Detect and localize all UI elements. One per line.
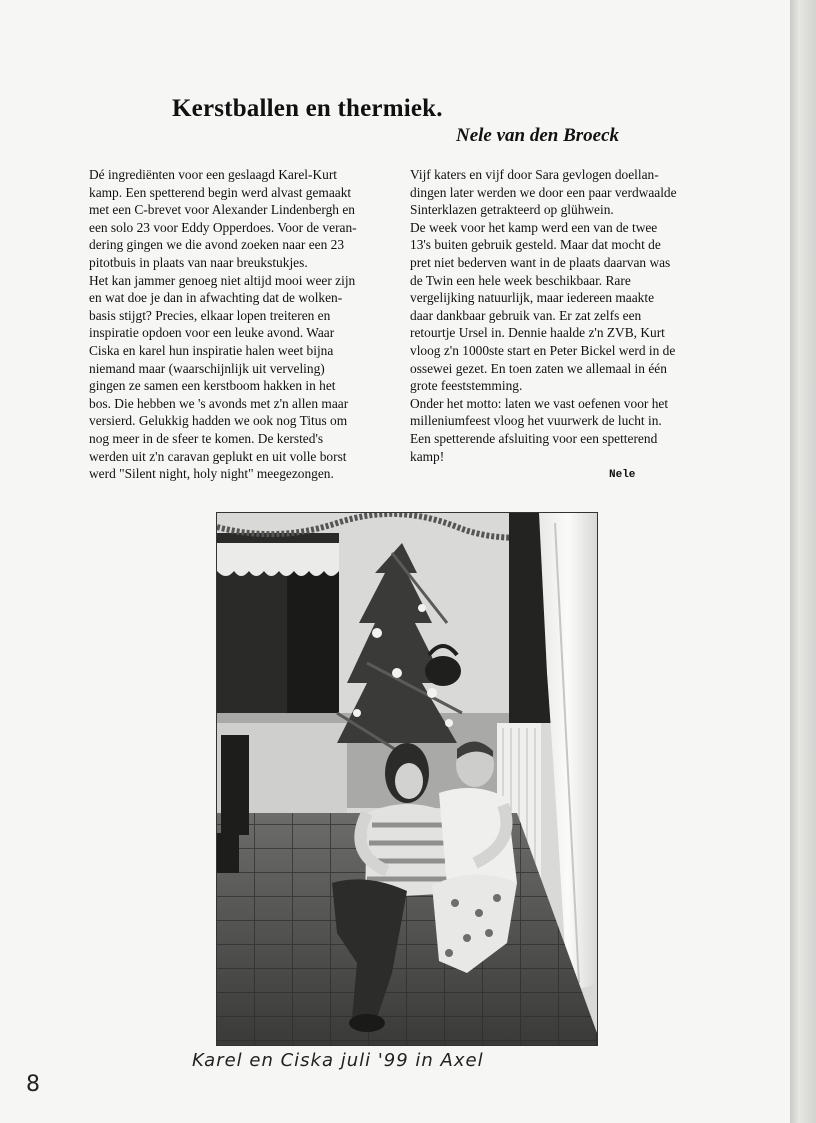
text-line: dingen later werden we door een paar verdwaalde [410, 184, 677, 200]
page-edge-shadow [790, 0, 816, 1123]
text-line: pitotbuis in plaats van naar breukstukjes. [89, 254, 308, 270]
text-line: Het kan jammer genoeg niet altijd mooi weer zijn [89, 272, 356, 288]
text-line: grote feeststemming. [410, 378, 523, 394]
text-line: met een C-brevet voor Alexander Lindenbergh en [89, 202, 355, 218]
text-line: Vijf katers en vijf door Sara gevlogen doellan- [410, 167, 659, 182]
article-title: Kerstballen en thermiek. [172, 95, 443, 122]
text-line: pret niet bederven want in de plaats daarvan was [410, 254, 671, 270]
text-line: Ciska en karel hun inspiratie halen weet bijna [89, 342, 334, 358]
text-line: daar dankbaar gebruik van. Er zat zelfs een [410, 307, 642, 323]
text-line: vloog z'n 1000ste start en Peter Bickel werd in de [410, 342, 676, 358]
text-line: Onder het motto: laten we vast oefenen voor het [410, 395, 669, 411]
text-line: niemand maar (waarschijnlijk uit verveling) [89, 360, 325, 376]
article-photo [216, 512, 598, 1046]
text-line: milleniumfeest vloog het vuurwerk de lucht in. [410, 413, 662, 429]
text-line: versierd. Gelukkig hadden we ook nog Titus om [89, 413, 348, 429]
text-line: Een spetterende afsluiting voor een spetterend [410, 430, 658, 446]
text-line: gingen ze samen een kerstboom hakken in het [89, 378, 336, 394]
bleed-through-text-right [600, 86, 760, 176]
text-line: 13's buiten gebruik gesteld. Maar dat mocht de [410, 237, 661, 253]
text-line: kamp. Een spetterend begin werd alvast gemaakt [89, 184, 352, 200]
photo-caption-handwritten: Karel en Ciska juli '99 in Axel [192, 1050, 484, 1071]
text-line: vergelijking natuurlijk, maar iedereen maakte [410, 290, 655, 306]
photo-image [217, 513, 597, 1045]
text-line: Dé ingrediënten voor een geslaagd Karel-Kurt [89, 167, 337, 182]
text-line: ossewei gezet. En toen zaten we allemaal in één [410, 360, 667, 376]
author-signature: Nele [609, 469, 636, 481]
article-column-left [89, 166, 389, 483]
text-line: Sinterklazen getrakteerd op glühwein. [410, 202, 614, 218]
text-line: en wat doe je dan in afwachting dat de wolken- [89, 290, 343, 306]
article-column-right [410, 166, 730, 465]
text-line: werden uit z'n caravan geplukt en uit volle borst [89, 448, 347, 464]
text-line: kamp! [410, 448, 445, 464]
page-number: 8 [26, 1072, 40, 1097]
text-line: retourtje Ursel in. Dennie haalde z'n ZVB, Kurt [410, 325, 665, 341]
text-line: De week voor het kamp werd een van de twee [410, 219, 658, 235]
text-line: bos. Die hebben we 's avonds met z'n allen maar [89, 395, 349, 411]
text-line: de Twin een hele week beschikbaar. Rare [410, 272, 631, 288]
text-line: nog meer in de sfeer te komen. De kersted's [89, 430, 324, 446]
text-line: basis stijgt? Precies, elkaar lopen treiteren en [89, 307, 331, 323]
text-line: inspiratie opdoen voor een leuke avond. Waar [89, 325, 335, 341]
text-line: dering gingen we die avond zoeken naar een 23 [89, 237, 345, 253]
text-line: werd "Silent night, holy night" meegezongen. [89, 466, 334, 482]
article-author: Nele van den Broeck [456, 125, 620, 146]
text-line: een solo 23 voor Eddy Opperdoes. Voor de veran- [89, 219, 357, 235]
